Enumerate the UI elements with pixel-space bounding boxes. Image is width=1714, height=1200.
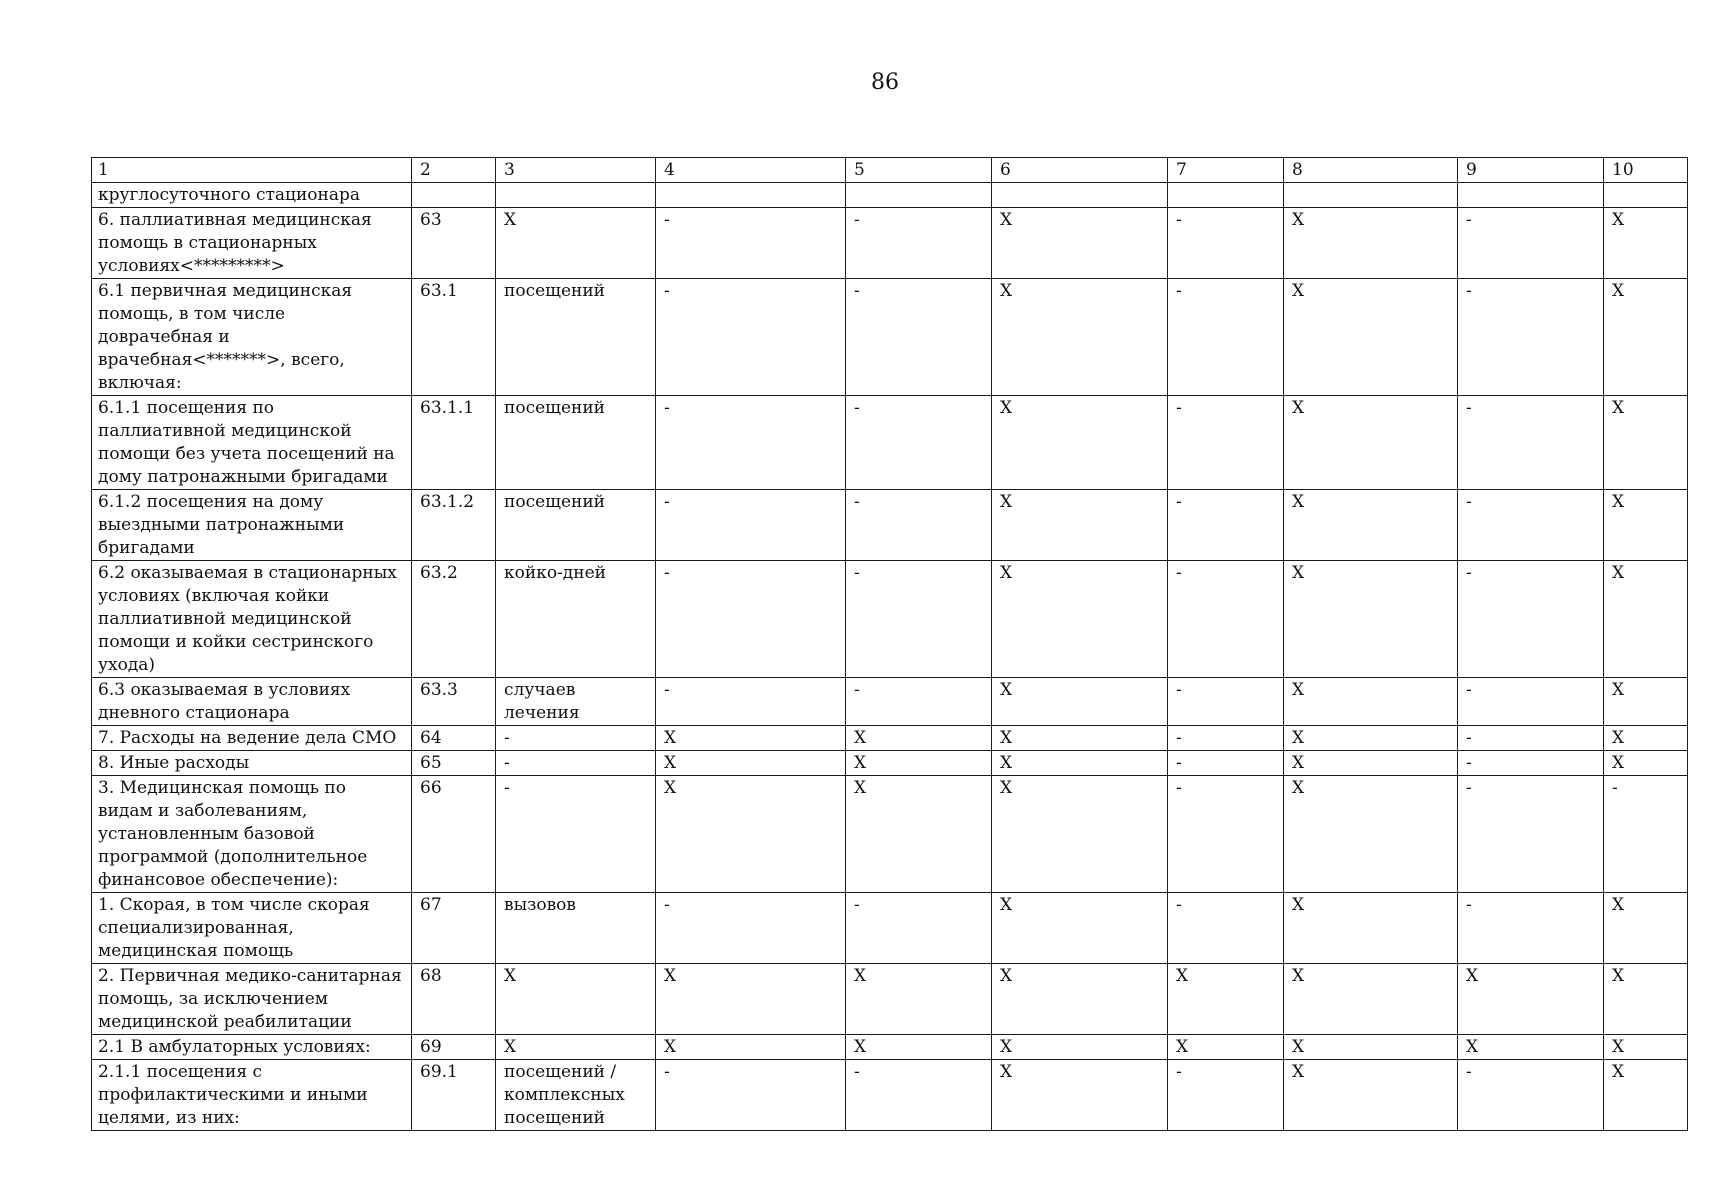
table-cell-col-5: X [846,726,992,751]
table-cell-col-7: X [1168,1035,1284,1060]
table-cell-col-1: 2.1 В амбулаторных условиях: [92,1035,412,1060]
table-cell-col-8: X [1284,678,1458,726]
table-cell-col-8: X [1284,776,1458,893]
table-cell-col-4: X [656,1035,846,1060]
table-cell-col-6: X [992,678,1168,726]
table-cell-col-7: - [1168,751,1284,776]
table-cell-col-8: X [1284,964,1458,1035]
header-cell-3: 3 [496,158,656,183]
header-cell-9: 9 [1458,158,1604,183]
table-cell-col-1: 2.1.1 посещения с профилактическими и иными целями, из них: [92,1060,412,1131]
table-cell-col-1: 8. Иные расходы [92,751,412,776]
table-cell-col-1: 6. паллиативная медицинская помощь в стационарных условиях<*********> [92,208,412,279]
table-cell-col-7 [1168,183,1284,208]
table-cell-col-1: 6.1 первичная медицинская помощь, в том числе доврачебная и врачебная<*******>, всего, включая: [92,279,412,396]
table-cell-col-2: 67 [412,893,496,964]
table-cell-col-9: - [1458,279,1604,396]
table-cell-col-4: - [656,208,846,279]
table-row [92,561,1688,678]
table-cell-col-10: - [1604,776,1688,893]
table-cell-col-10: X [1604,893,1688,964]
table-cell-col-9: - [1458,726,1604,751]
table-row [92,490,1688,561]
table-cell-col-2: 69.1 [412,1060,496,1131]
table-cell-col-4: - [656,279,846,396]
table-cell-col-10: X [1604,561,1688,678]
table-cell-col-9: - [1458,893,1604,964]
table-row [92,776,1688,893]
table-cell-col-1: 6.1.2 посещения на дому выездными патронажными бригадами [92,490,412,561]
table-body [92,158,1688,1131]
table-cell-col-1: 7. Расходы на ведение дела СМО [92,726,412,751]
page-number: 86 [871,70,899,95]
table-row [92,396,1688,490]
table-cell-col-9: X [1458,964,1604,1035]
table-cell-col-5: X [846,776,992,893]
table-row [92,964,1688,1035]
table-cell-col-8: X [1284,279,1458,396]
table-cell-col-4: X [656,776,846,893]
header-cell-7: 7 [1168,158,1284,183]
table-cell-col-3: вызовов [496,893,656,964]
table-cell-col-5: - [846,678,992,726]
table-header-row [92,158,1688,183]
table-cell-col-3: - [496,751,656,776]
table-cell-col-2: 63.3 [412,678,496,726]
data-table [91,157,1688,1131]
table-cell-col-2: 63.2 [412,561,496,678]
table-cell-col-10 [1604,183,1688,208]
table-cell-col-1: круглосуточного стационара [92,183,412,208]
table-cell-col-6: X [992,1060,1168,1131]
table-cell-col-7: - [1168,490,1284,561]
table-cell-col-6: X [992,751,1168,776]
table-row [92,183,1688,208]
header-cell-6: 6 [992,158,1168,183]
table-cell-col-2: 66 [412,776,496,893]
table-cell-col-5: - [846,893,992,964]
table-row [92,279,1688,396]
table-row [92,208,1688,279]
table-cell-col-7: - [1168,279,1284,396]
table-cell-col-10: X [1604,1035,1688,1060]
table-cell-col-3: X [496,964,656,1035]
table-cell-col-10: X [1604,678,1688,726]
table-cell-col-8 [1284,183,1458,208]
table-cell-col-4 [656,183,846,208]
header-cell-1: 1 [92,158,412,183]
table-cell-col-2: 65 [412,751,496,776]
table-cell-col-5: - [846,490,992,561]
table-row [92,893,1688,964]
header-cell-4: 4 [656,158,846,183]
table-cell-col-3: посещений [496,490,656,561]
table-cell-col-6: X [992,396,1168,490]
table-cell-col-2: 63.1.1 [412,396,496,490]
table-row [92,751,1688,776]
table-cell-col-10: X [1604,208,1688,279]
table-cell-col-2: 69 [412,1035,496,1060]
table-cell-col-9: - [1458,1060,1604,1131]
table-cell-col-1: 6.3 оказываемая в условиях дневного стационара [92,678,412,726]
table-cell-col-4: - [656,1060,846,1131]
table-cell-col-2: 63.1 [412,279,496,396]
table-cell-col-6: X [992,490,1168,561]
table-cell-col-8: X [1284,490,1458,561]
table-cell-col-1: 1. Скорая, в том числе скорая специализированная, медицинская помощь [92,893,412,964]
table-cell-col-5: - [846,279,992,396]
table-cell-col-10: X [1604,726,1688,751]
table-cell-col-7: - [1168,396,1284,490]
table-cell-col-9: - [1458,561,1604,678]
table-cell-col-9: - [1458,776,1604,893]
table-cell-col-4: - [656,396,846,490]
table-cell-col-2: 63.1.2 [412,490,496,561]
table-cell-col-9: - [1458,751,1604,776]
header-cell-2: 2 [412,158,496,183]
table-row [92,678,1688,726]
table-cell-col-10: X [1604,1060,1688,1131]
table-cell-col-5: - [846,1060,992,1131]
table-cell-col-9: - [1458,490,1604,561]
header-cell-8: 8 [1284,158,1458,183]
table-cell-col-9 [1458,183,1604,208]
table-cell-col-4: - [656,678,846,726]
table-cell-col-2: 68 [412,964,496,1035]
table-cell-col-7: - [1168,776,1284,893]
table-cell-col-4: - [656,561,846,678]
table-cell-col-4: X [656,726,846,751]
table-cell-col-7: X [1168,964,1284,1035]
table-cell-col-10: X [1604,396,1688,490]
table-cell-col-5 [846,183,992,208]
table-cell-col-5: - [846,561,992,678]
table-cell-col-3: посещений [496,279,656,396]
table-cell-col-8: X [1284,561,1458,678]
table-cell-col-3: койко-дней [496,561,656,678]
table-cell-col-4: - [656,490,846,561]
table-cell-col-7: - [1168,726,1284,751]
table-cell-col-7: - [1168,678,1284,726]
table-cell-col-2: 64 [412,726,496,751]
table-cell-col-8: X [1284,751,1458,776]
table-cell-col-8: X [1284,726,1458,751]
table-row [92,1035,1688,1060]
table-cell-col-5: X [846,1035,992,1060]
table-cell-col-10: X [1604,490,1688,561]
table-cell-col-9: X [1458,1035,1604,1060]
table-cell-col-2 [412,183,496,208]
table-cell-col-3: случаев лечения [496,678,656,726]
table-cell-col-10: X [1604,964,1688,1035]
table-cell-col-10: X [1604,279,1688,396]
table-cell-col-1: 2. Первичная медико-санитарная помощь, за исключением медицинской реабилитации [92,964,412,1035]
table-cell-col-8: X [1284,1035,1458,1060]
table-cell-col-6: X [992,964,1168,1035]
table-cell-col-6 [992,183,1168,208]
table-cell-col-7: - [1168,208,1284,279]
table-row [92,726,1688,751]
table-cell-col-8: X [1284,1060,1458,1131]
header-cell-5: 5 [846,158,992,183]
table-cell-col-3: - [496,776,656,893]
table-cell-col-5: - [846,396,992,490]
table-cell-col-1: 3. Медицинская помощь по видам и заболеваниям, установленным базовой программой (дополнительное финансовое обеспечение): [92,776,412,893]
table-cell-col-8: X [1284,396,1458,490]
table-cell-col-7: - [1168,561,1284,678]
table-cell-col-4: X [656,751,846,776]
table-cell-col-1: 6.1.1 посещения по паллиативной медицинской помощи без учета посещений на дому патронажными бригадами [92,396,412,490]
table-cell-col-3: X [496,208,656,279]
table-cell-col-9: - [1458,678,1604,726]
table-cell-col-3: X [496,1035,656,1060]
table-cell-col-6: X [992,1035,1168,1060]
table-cell-col-9: - [1458,208,1604,279]
table-cell-col-6: X [992,776,1168,893]
table-cell-col-3: - [496,726,656,751]
table-cell-col-3: посещений / комплексных посещений [496,1060,656,1131]
table-cell-col-5: - [846,208,992,279]
table-cell-col-6: X [992,561,1168,678]
table-cell-col-7: - [1168,1060,1284,1131]
table-cell-col-8: X [1284,208,1458,279]
table-cell-col-8: X [1284,893,1458,964]
table-cell-col-2: 63 [412,208,496,279]
table-cell-col-4: X [656,964,846,1035]
table-cell-col-3 [496,183,656,208]
table-cell-col-6: X [992,893,1168,964]
table-cell-col-6: X [992,279,1168,396]
table-cell-col-1: 6.2 оказываемая в стационарных условиях (включая койки паллиативной медицинской помощи и койки сестринского ухода) [92,561,412,678]
table-cell-col-9: - [1458,396,1604,490]
table-cell-col-7: - [1168,893,1284,964]
table-cell-col-5: X [846,751,992,776]
table-cell-col-5: X [846,964,992,1035]
table-cell-col-4: - [656,893,846,964]
table-cell-col-6: X [992,208,1168,279]
table-row [92,1060,1688,1131]
header-cell-10: 10 [1604,158,1688,183]
table-cell-col-3: посещений [496,396,656,490]
table-cell-col-10: X [1604,751,1688,776]
table-cell-col-6: X [992,726,1168,751]
